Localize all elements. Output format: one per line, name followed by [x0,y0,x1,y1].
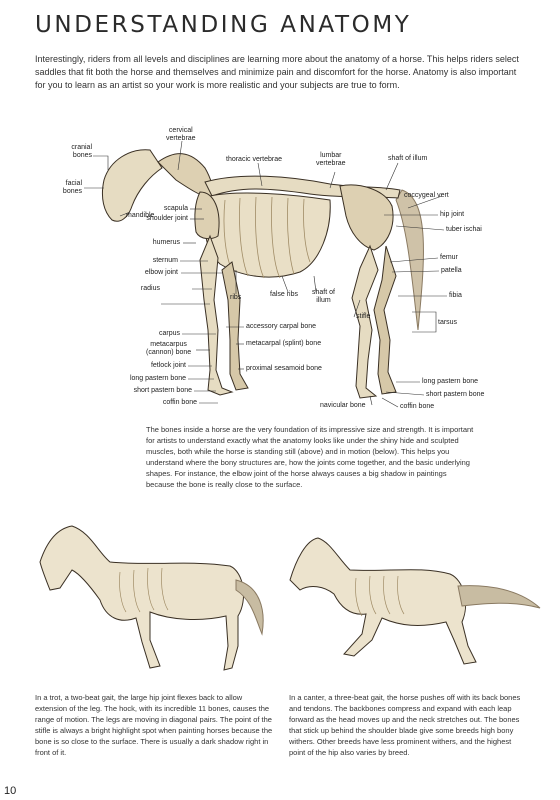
label-thoracic-vertebrae: thoracic vertebrae [226,156,283,163]
label-false-ribs: false ribs [270,291,299,298]
label-coccygeal-vert: coccygeal vert [404,192,449,199]
label-patella: patella [441,267,462,274]
label-tarsus: tarsus [438,319,458,326]
label-hip-joint: hip joint [440,211,465,218]
intro-paragraph: Interestingly, riders from all levels and disciplines are learning more about the anatomy of a horse. This helps riders select saddles that fit both the horse and themselves and minimize pain and discomfort for the horse. Anatomy is also important for you to learn as an artist so your work is more realistic and your subjects are true to form. [35,54,519,90]
label-short-pastern-rear: short pastern bone [426,391,485,398]
label-radius: radius [140,285,160,292]
trot-caption: In a trot, a two-beat gait, the large hip joint flexes back to allow extension of the leg. The hock, with its incredible 11 bones, causes the range of motion. The legs are moving in diagonal pairs. The point of the stifle is always a bright highlight spot when painting horses because the bone is so close to the surface. There is usually a dark shadow right in front of it. [35,693,273,757]
label-fetlock-joint: fetlock joint [150,362,186,369]
label-long-pastern-rear: long pastern bone [422,378,479,385]
label-navicular-bone: navicular bone [320,402,366,409]
canter-caption: In a canter, a three-beat gait, the horse pushes off with its back bones and tendons. The backbones compress and expand with each leap forward as the head moves up and the neck stretches out. The bones that stick up behind the shoulder blade give some breeds high bony withers. Other breeds have less prominent withers, and the highest point of the hip also varies by breed. [289,693,521,757]
page-number: 10 [4,785,17,797]
label-coffin-bone-front: coffin bone [162,399,197,406]
canter-horse [290,538,540,664]
label-stifle: stifle [356,313,371,320]
label-fibia: fibia [449,292,462,299]
label-cervical-vertebrae: cervical vertebrae [166,127,196,142]
label-metacarpus: metacarpus (cannon) bone [146,341,192,356]
label-cranial-bones: cranial bones [71,144,92,159]
label-humerus: humerus [152,239,180,246]
hind-leg-near [352,246,378,398]
trot-horse [40,526,263,670]
skeleton-caption: The bones inside a horse are the very foundation of its impressive size and strength. It is important for artists to understand exactly what the anatomy looks like under the shiny hide and sculpted muscles, both while the horse is standing still (above) and in motion (below). This helps you understand where the bony structures are, how the joints come together, and the basic underlying shapes. For instance, the elbow joint of the horse always causes a big shadow in paintings because the bone is really close to the surface. [146,425,474,489]
ribcage [205,193,330,277]
page-title: UNDERSTANDING ANATOMY [35,12,412,38]
label-metacarpal-splint-bone: metacarpal (splint) bone [246,340,322,347]
label-lumbar-vertebrae: lumbar vertebrae [316,152,346,167]
label-facial-bones: facial bones [62,180,82,195]
label-mandible: mandible [126,212,155,219]
label-coffin-bone-rear: coffin bone [400,403,435,410]
tail-hair [396,190,423,330]
front-leg-far [222,262,248,390]
label-short-pastern-front: short pastern bone [133,387,192,394]
label-femur: femur [440,254,458,261]
label-long-pastern-front: long pastern bone [129,375,186,382]
label-carpus: carpus [158,330,180,337]
label-accessory-carpal-bone: accessory carpal bone [246,323,317,330]
label-shaft-of-ilium-mid: shaft of illum [312,289,335,304]
label-sternum: sternum [152,257,178,264]
label-tuber-ischai: tuber ischai [446,226,482,233]
label-elbow-joint: elbow joint [144,269,178,276]
label-ribs: ribs [230,294,242,301]
label-scapula: scapula [163,205,188,212]
label-shaft-of-ilium-top: shaft of illum [388,155,428,162]
label-proximal-sesamoid-bone: proximal sesamoid bone [246,365,322,372]
label-shoulder-joint: shoulder joint [146,215,188,222]
